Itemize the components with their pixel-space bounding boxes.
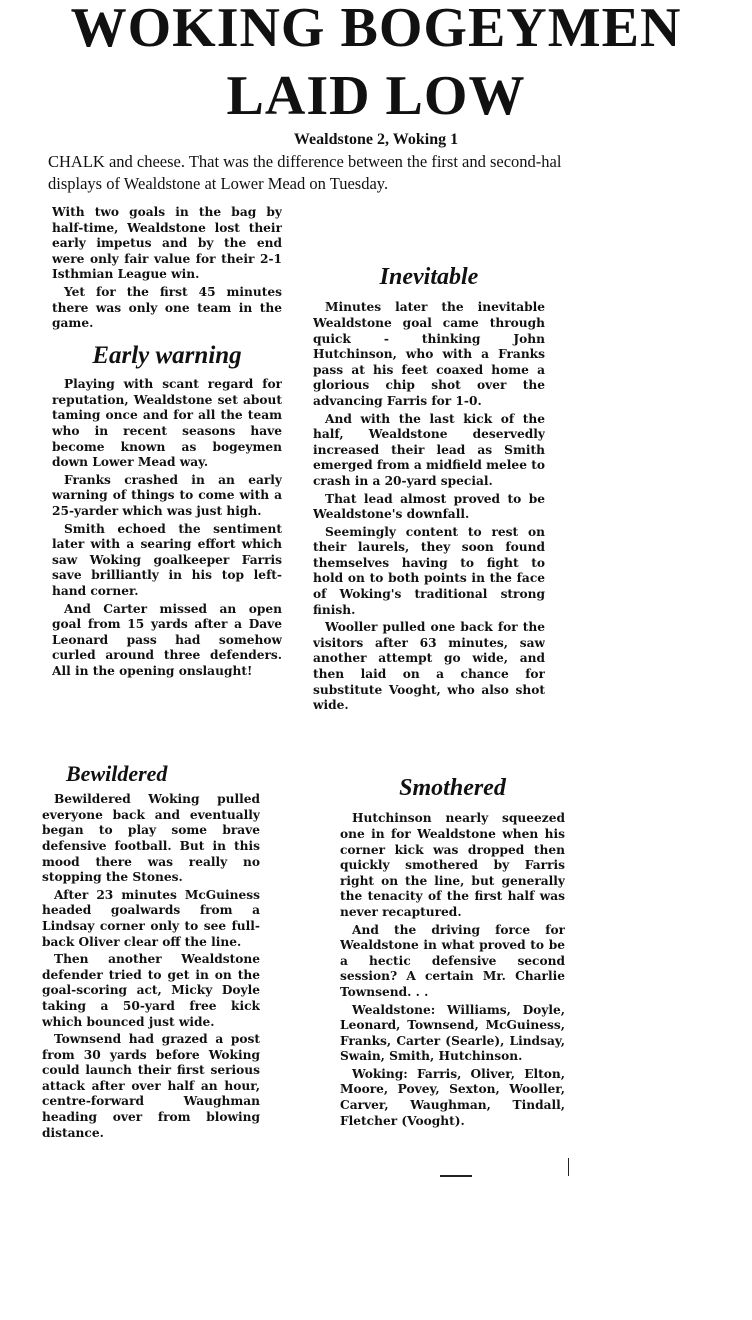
paragraph: And Carter missed an open goal from 15 yards after a Dave Leonard pass had somehow curled around three defenders. All in the opening onslaught! (52, 601, 282, 678)
article-column-3 (42, 762, 260, 1172)
score-line: Wealdstone 2, Woking 1 (293, 131, 459, 148)
paragraph: With two goals in the bag by half-time, Wealdstone lost their early impetus and by the end were only fair value for their 2-1 Isthmian League win. (52, 205, 282, 282)
article-column-1 (52, 205, 282, 745)
team-lineup-woking (340, 1067, 565, 1129)
standfirst (48, 151, 748, 195)
article-column-4 (340, 775, 565, 1195)
paragraph: Yet for the first 45 minutes there was only one team in the game. (52, 284, 282, 331)
team-label: Woking: (352, 1066, 408, 1081)
team-lineup-wealdstone (340, 1003, 565, 1065)
paragraph: That lead almost proved to be Wealdstone's downfall. (313, 491, 545, 522)
paragraph: Smith echoed the sentiment later with a searing effort which saw Woking goalkeeper Farris save brilliantly in his top left-hand corner. (52, 521, 282, 598)
paragraph: Wooller pulled one back for the visitors after 63 minutes, saw another attempt go wide, and then laid on a chance for substitute Vooght, who also shot wide. (313, 620, 545, 713)
paragraph: Seemingly content to rest on their laurels, they soon found themselves having to fight to hold on to both points in the face of Woking's traditional strong finish. (313, 524, 545, 617)
paragraph: Bewildered Woking pulled everyone back and eventually began to play some brave defensive football. But in this mood there was really no stopping the Stones. (42, 792, 260, 885)
paragraph: And the driving force for Wealdstone in what proved to be a hectic defensive second session? A certain Mr. Charlie Townsend. . . (340, 922, 565, 999)
standfirst-line-1: CHALK and cheese. That was the difference between the first and second-hal (48, 152, 562, 171)
subheading-inevitable: Inevitable (379, 264, 479, 290)
paragraph: Minutes later the inevitable Wealdstone goal came through quick - thinking John Hutchinson, who with a Franks pass at his feet coaxed home a glorious chip shot over the advancing Farris for 1-0. (313, 300, 545, 408)
paragraph: And with the last kick of the half, Wealdstone deservedly increased their lead as Smith emerged from a midfield melee to crash in a 20-yard special. (313, 411, 545, 488)
paragraph: After 23 minutes McGuiness headed goalwards from a Lindsay corner only to see full-back Oliver clear off the line. (42, 887, 260, 949)
paragraph: Franks crashed in an early warning of things to come with a 25-yarder which was just high. (52, 472, 282, 518)
team-label: Wealdstone: (352, 1002, 436, 1017)
paragraph: Then another Wealdstone defender tried to get in on the goal-scoring act, Micky Doyle taking a 50-yard free kick which bounced just wide. (42, 952, 260, 1029)
subheading-bewildered: Bewildered (66, 762, 168, 786)
standfirst-line-2: displays of Wealdstone at Lower Mead on Tuesday. (48, 174, 389, 193)
headline-line-1: WOKING BOGEYMEN (70, 0, 682, 59)
paragraph: Hutchinson nearly squeezed one in for Wealdstone when his corner kick was dropped then quickly smothered by Farris right on the line, but generally the tenacity of the first half was never recaptured. (340, 811, 565, 919)
paragraph: Townsend had grazed a post from 30 yards before Woking could launch their first serious attack after over half an hour, centre-forward Waughman heading over from blowing distance. (42, 1032, 260, 1140)
headline-line-2: LAID LOW (226, 65, 526, 127)
team-players: Williams, Doyle, Leonard, Townsend, McGuiness, Franks, Carter (Searle), Lindsay, Swain, Smith, Hutchinson. (340, 1002, 565, 1064)
subheading-smothered: Smothered (399, 775, 506, 801)
end-rule (440, 1175, 472, 1177)
column-rule (568, 1158, 569, 1176)
paragraph: Playing with scant regard for reputation, Wealdstone set about taming once and for all the team who in recent seasons have become known as bogeymen down Lower Mead way. (52, 377, 282, 470)
article-column-2 (313, 262, 545, 746)
subheading-early-warning: Early warning (92, 341, 242, 369)
team-players: Farris, Oliver, Elton, Moore, Povey, Sexton, Wooller, Carver, Waughman, Tindall, Fletcher (Vooght). (340, 1066, 565, 1128)
